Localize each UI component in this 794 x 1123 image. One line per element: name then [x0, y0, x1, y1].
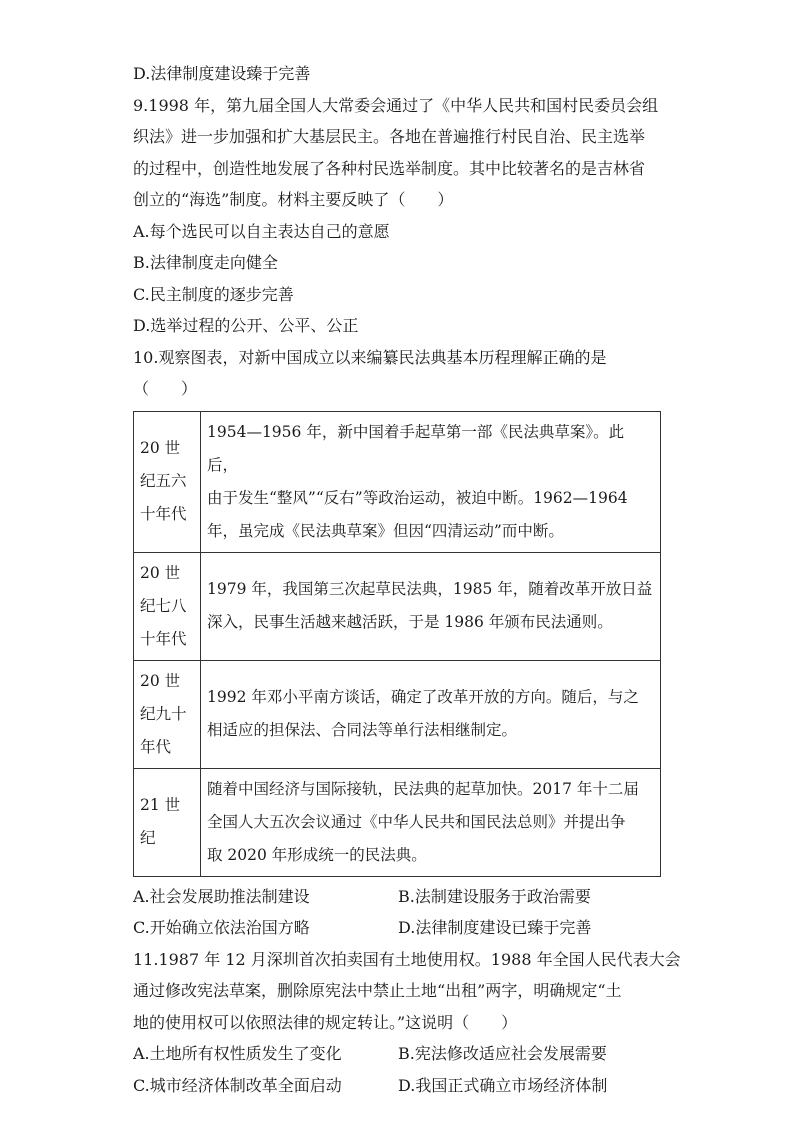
description-text: 1992 年邓小平南方谈话，确定了改革开放的方向。随后，与之 [207, 688, 639, 706]
table-row [134, 660, 661, 768]
description-cell [201, 552, 661, 660]
option-b: B.法律制度走向健全 [133, 253, 278, 272]
question-stem-line: 10.观察图表，对新中国成立以来编纂民法典基本历程理解正确的是 [133, 347, 607, 367]
exam-page [133, 58, 681, 1101]
question-10 [133, 342, 663, 944]
question-stem-line: 织法》进一步加强和扩大基层民主。各地在普遍推行村民自治、民主选举 [133, 127, 646, 146]
table-row [134, 411, 661, 552]
era-text: 纪七八 [140, 596, 187, 615]
civil-code-history-table [133, 411, 661, 877]
era-text: 20 世 [140, 439, 181, 457]
description-text: 1979 年，我国第三次起草民法典，1985 年，随着改革开放日益 [207, 580, 653, 598]
options-row [133, 1070, 663, 1102]
question-stem-line: 11.1987 年 12 月深圳首次拍卖国有土地使用权。1988 年全国人民代表大会 [133, 949, 681, 969]
era-cell [134, 660, 201, 768]
option-a: A.土地所有权性质发生了变化 [133, 1044, 342, 1063]
description-cell [201, 768, 661, 876]
description-text: 全国人大五次会议通过《中华人民共和国民法总则》并提出争 [207, 812, 626, 831]
option-c: C.城市经济体制改革全面启动 [133, 1075, 342, 1095]
table-row [134, 552, 661, 660]
options-row [133, 881, 663, 913]
era-text: 20 世 [140, 671, 181, 690]
option-a: A.每个选民可以自主表达自己的意愿 [133, 221, 390, 241]
era-text: 20 世 [140, 563, 181, 582]
description-text: 随着中国经济与国际接轨，民法典的起草加快。2017 年十二届 [207, 779, 639, 798]
era-cell [134, 552, 201, 660]
option-d: D.选举过程的公开、公平、公正 [133, 316, 359, 335]
options-row [133, 1038, 663, 1070]
era-text: 纪 [140, 829, 156, 847]
question-9 [133, 90, 663, 342]
era-text: 纪五六 [140, 472, 187, 490]
question-stem-line: （ ） [133, 379, 198, 398]
option-line: D.法律制度建设臻于完善 [133, 64, 311, 83]
description-text: 由于发生“整风”“反右”等政治运动，被迫中断。1962—1964 [207, 488, 628, 507]
table-row [134, 768, 661, 876]
era-text: 21 世 [140, 796, 181, 814]
description-text: 深入，民事生活越来越活跃，于是 1986 年颁布民法通则。 [207, 613, 613, 631]
description-text: 1954—1956 年，新中国着手起草第一部《民法典草案》。此后， [207, 422, 625, 474]
options-row [133, 912, 663, 944]
option-d: D.法律制度建设已臻于完善 [398, 918, 592, 937]
era-text: 十年代 [140, 629, 187, 648]
option-b: B.法制建设服务于政治需要 [398, 886, 591, 906]
description-text: 年，虽完成《民法典草案》但因“四清运动”而中断。 [207, 521, 564, 540]
option-c: C.民主制度的逐步完善 [133, 284, 294, 304]
question-stem-line: 通过修改宪法草案，删除原宪法中禁止土地“出租”两字，明确规定“土 [133, 981, 622, 1000]
era-cell [134, 411, 201, 552]
option-a: A.社会发展助推法制建设 [133, 886, 310, 906]
question-stem-line: 地的使用权可以依照法律的规定转让。”这说明（ ） [133, 1012, 518, 1032]
era-text: 纪九十 [140, 704, 187, 723]
era-text: 年代 [140, 737, 172, 756]
era-cell [134, 768, 201, 876]
option-c: C.开始确立依法治国方略 [133, 918, 310, 937]
question-stem-line: 9.1998 年，第九届全国人大常委会通过了《中华人民共和国村民委员会组 [133, 95, 659, 115]
question-stem-line: 的过程中，创造性地发展了各种村民选举制度。其中比较著名的是吉林省 [133, 158, 646, 178]
question-11 [133, 944, 681, 1102]
description-text: 相适应的担保法、合同法等单行法相继制定。 [207, 721, 518, 739]
description-cell [201, 411, 661, 552]
question-stem-line: 创立的“海选”制度。材料主要反映了（ ） [133, 190, 454, 209]
era-text: 十年代 [140, 505, 187, 523]
description-cell [201, 660, 661, 768]
option-d: D.我国正式确立市场经济体制 [398, 1075, 608, 1095]
description-text: 取 2020 年形成统一的民法典。 [207, 845, 427, 864]
option-b: B.宪法修改适应社会发展需要 [398, 1044, 607, 1063]
